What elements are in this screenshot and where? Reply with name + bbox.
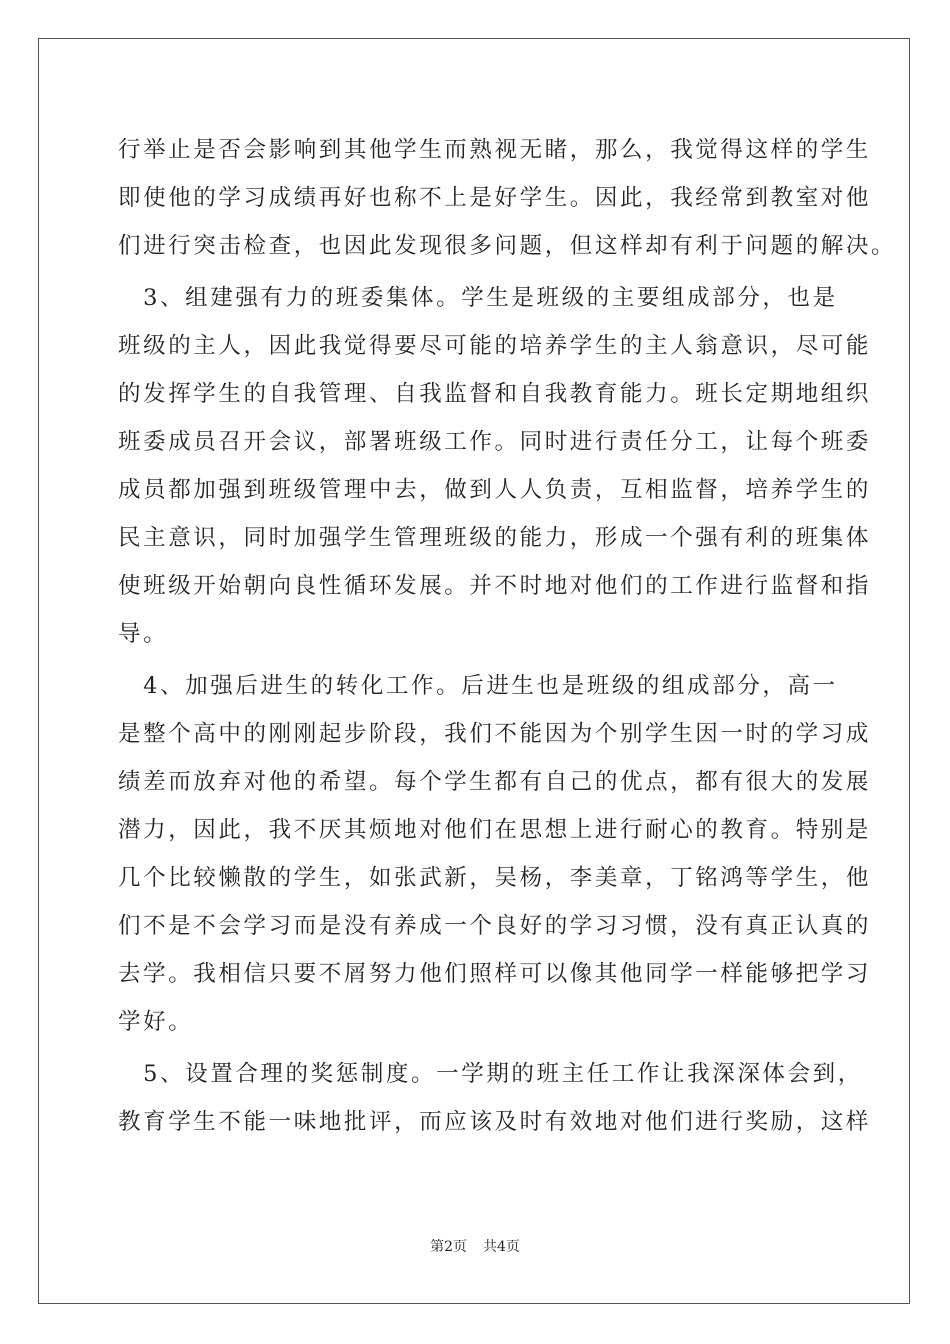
page-footer	[0, 1238, 950, 1256]
text-line: 班级的主人，因此我觉得要尽可能的培养学生的主人翁意识，尽可能	[118, 333, 872, 359]
text-line: 潜力，因此，我不厌其烦地对他们在思想上进行耐心的教育。特别是	[118, 817, 872, 843]
text-line: 成员都加强到班级管理中去，做到人人负责，互相监督，培养学生的	[118, 477, 872, 503]
text-line: 导。	[118, 621, 169, 647]
text-line: 使班级开始朝向良性循环发展。并不时地对他们的工作进行监督和指	[118, 573, 872, 599]
text-line: 们不是不会学习而是没有养成一个良好的学习习惯，没有真正认真的	[118, 913, 872, 939]
text-line: 3、组建强有力的班委集体。学生是班级的主要组成部分，也是	[118, 285, 838, 311]
text-line: 去学。我相信只要不屑努力他们照样可以像其他同学一样能够把学习	[118, 961, 872, 987]
text-line: 的发挥学生的自我管理、自我监督和自我教育能力。班长定期地组织	[118, 381, 872, 407]
page-total: 共4页	[483, 1239, 520, 1255]
text-line: 班委成员召开会议，部署班级工作。同时进行责任分工，让每个班委	[118, 429, 872, 455]
text-line: 学好。	[118, 1009, 194, 1035]
text-line: 教育学生不能一味地批评，而应该及时有效地对他们进行奖励，这样	[118, 1109, 872, 1135]
page-number: 第2页	[430, 1239, 467, 1255]
text-line: 民主意识，同时加强学生管理班级的能力，形成一个强有利的班集体	[118, 525, 872, 551]
text-line: 是整个高中的刚刚起步阶段，我们不能因为个别学生因一时的学习成	[118, 721, 872, 747]
text-line: 们进行突击检查，也因此发现很多问题，但这样却有利于问题的解决。	[118, 233, 897, 259]
text-line: 即使他的学习成绩再好也称不上是好学生。因此，我经常到教室对他	[118, 185, 872, 211]
text-line: 绩差而放弃对他的希望。每个学生都有自己的优点，都有很大的发展	[118, 769, 872, 795]
text-line: 5、设置合理的奖惩制度。一学期的班主任工作让我深深体会到，	[118, 1061, 863, 1087]
text-line: 4、加强后进生的转化工作。后进生也是班级的组成部分，高一	[118, 673, 838, 699]
text-line: 几个比较懒散的学生，如张武新，吴杨，李美章，丁铭鸿等学生，他	[118, 865, 872, 891]
text-line: 行举止是否会影响到其他学生而熟视无睹，那么，我觉得这样的学生	[118, 137, 872, 163]
